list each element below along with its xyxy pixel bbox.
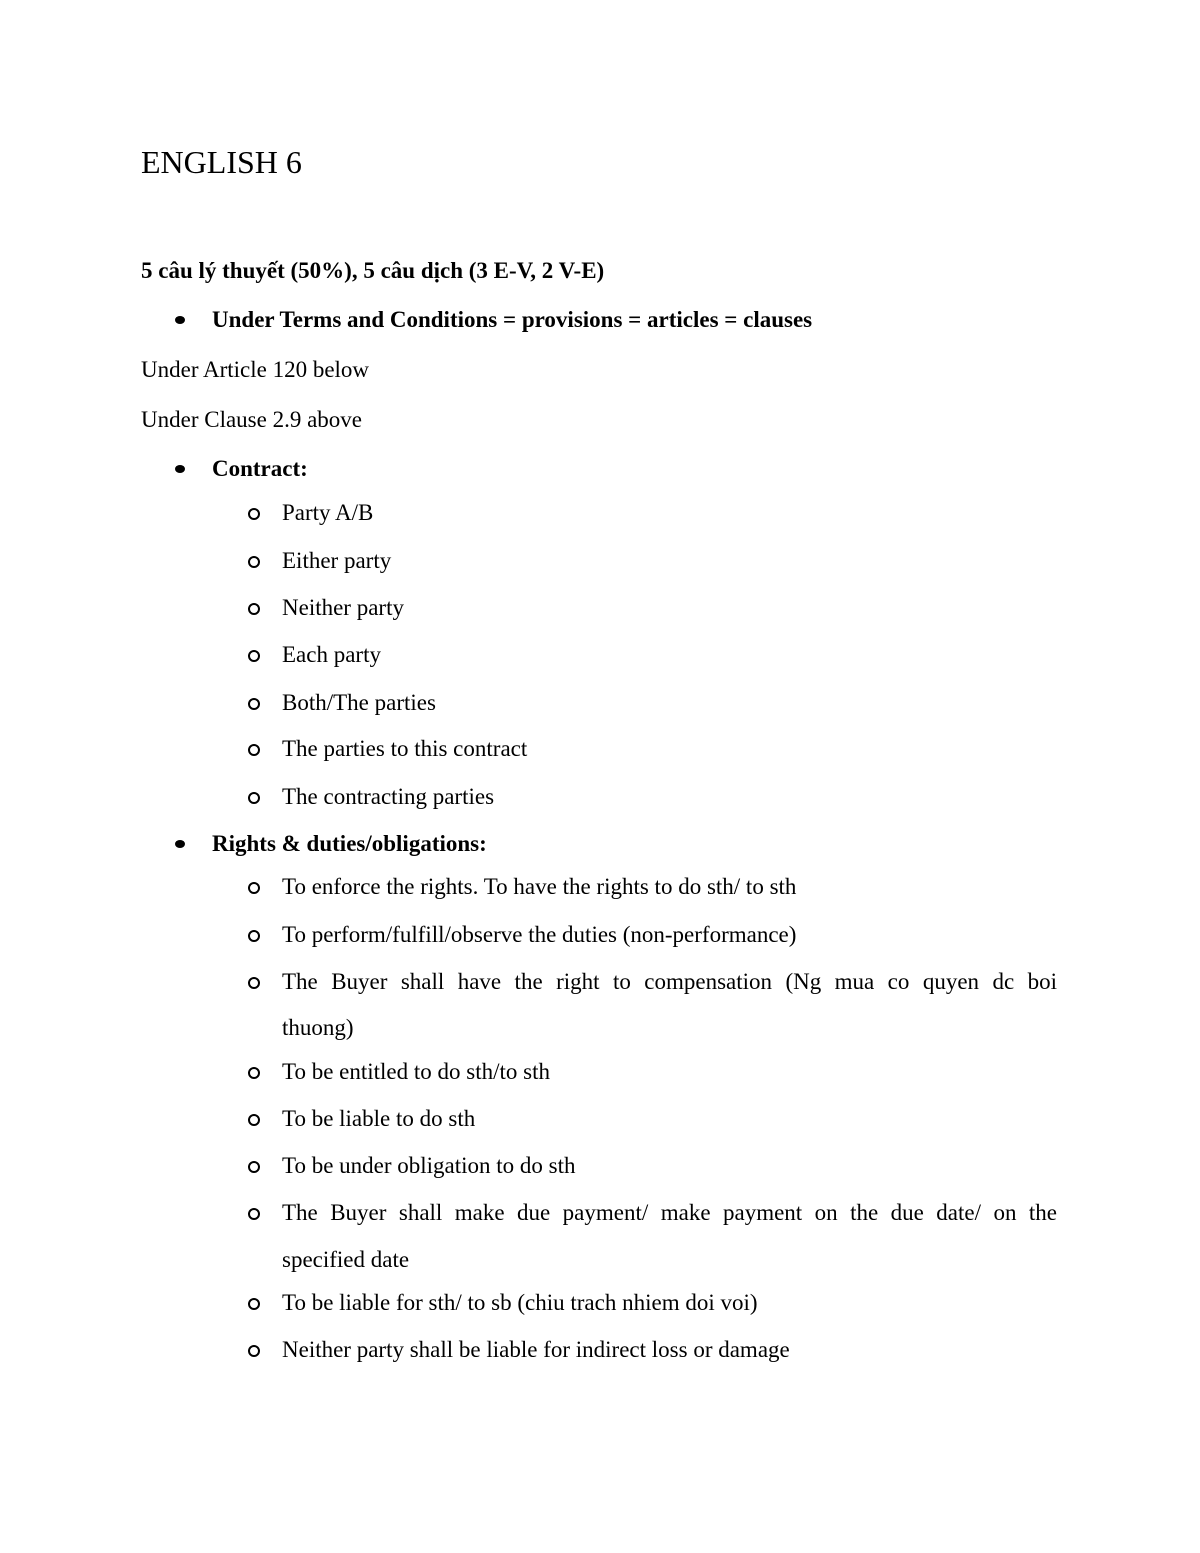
- bullet-circle: [248, 698, 260, 710]
- bullet-dot: [175, 465, 185, 473]
- list-item-continuation: thuong): [282, 1015, 354, 1040]
- terms-heading: Under Terms and Conditions = provisions = articles = clauses: [212, 307, 813, 332]
- list-item: To be under obligation to do sth: [282, 1153, 576, 1178]
- list-item: To be liable for sth/ to sb (chiu trach nhiem doi voi): [282, 1290, 758, 1315]
- list-item: The contracting parties: [282, 784, 495, 809]
- bullet-circle: [248, 930, 260, 942]
- list-item: To be liable to do sth: [282, 1106, 476, 1131]
- contract-heading: Contract:: [212, 456, 308, 481]
- bullet-circle: [248, 744, 260, 756]
- list-item: The parties to this contract: [282, 736, 528, 761]
- list-item: Neither party: [282, 595, 404, 620]
- bullet-circle: [248, 1345, 260, 1357]
- list-item: Either party: [282, 548, 392, 573]
- bullet-dot: [175, 840, 185, 848]
- bullet-circle: [248, 1114, 260, 1126]
- document-title: ENGLISH 6: [141, 144, 302, 180]
- list-item: Party A/B: [282, 500, 374, 525]
- bullet-dot: [175, 316, 185, 324]
- bullet-circle: [248, 1298, 260, 1310]
- bullet-circle: [248, 977, 260, 989]
- bullet-circle: [248, 1161, 260, 1173]
- intro-line: 5 câu lý thuyết (50%), 5 câu dịch (3 E-V, 2 V-E): [141, 258, 605, 283]
- bullet-circle: [248, 508, 260, 520]
- rights-heading: Rights & duties/obligations:: [212, 831, 487, 856]
- list-item-continuation: specified date: [282, 1247, 410, 1272]
- list-item: To enforce the rights. To have the rights to do sth/ to sth: [282, 874, 797, 899]
- list-item: Each party: [282, 642, 381, 667]
- bullet-circle: [248, 650, 260, 662]
- list-item: The Buyer shall make due payment/ make payment on the due date/ on the: [282, 1200, 1057, 1225]
- bullet-circle: [248, 1208, 260, 1220]
- terms-example: Under Article 120 below: [141, 357, 370, 382]
- list-item: Neither party shall be liable for indirect loss or damage: [282, 1337, 790, 1362]
- terms-example: Under Clause 2.9 above: [141, 407, 362, 432]
- bullet-circle: [248, 603, 260, 615]
- bullet-circle: [248, 792, 260, 804]
- bullet-circle: [248, 556, 260, 568]
- list-item: Both/The parties: [282, 690, 436, 715]
- list-item: To be entitled to do sth/to sth: [282, 1059, 550, 1084]
- list-item: To perform/fulfill/observe the duties (non-performance): [282, 922, 797, 947]
- bullet-circle: [248, 1067, 260, 1079]
- list-item: The Buyer shall have the right to compensation (Ng mua co quyen dc boi: [282, 969, 1057, 994]
- bullet-circle: [248, 882, 260, 894]
